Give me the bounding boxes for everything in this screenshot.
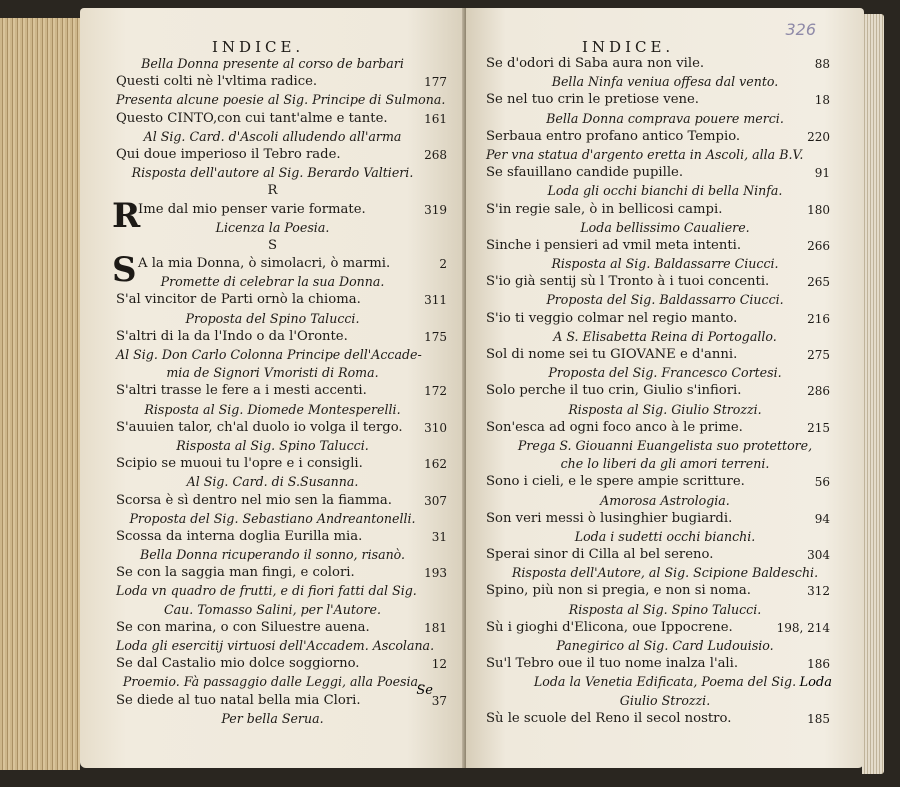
index-subheading [466, 182, 864, 200]
entry-text: Risposta al Sig. Spino Talucci. [176, 437, 369, 453]
page-ref: 198, 214 [776, 620, 830, 635]
index-subheading [80, 637, 465, 655]
entry-text: Risposta al Sig. Spino Talucci. [568, 601, 762, 617]
entry-text: S'in regie sale, ò in bellicosi campi. [486, 201, 723, 217]
page-header: INDICE. [582, 38, 675, 56]
page-ref: 319 [424, 202, 447, 217]
entry-text: Presenta alcune poesie al Sig. Principe di Sulmona. [116, 92, 446, 108]
index-entry [466, 419, 864, 437]
index-subheading [80, 310, 465, 328]
page-ref: 91 [814, 166, 830, 181]
entry-text: Prega S. Giouanni Euangelista suo protettore, [517, 437, 813, 453]
index-subheading [80, 346, 465, 364]
page-ref: 31 [431, 529, 447, 544]
index-subheading [80, 128, 465, 146]
entry-text: A S. Elisabetta Reina di Portogallo. [553, 328, 777, 344]
index-subheading [80, 91, 465, 109]
entry-text: Son'esca ad ogni foco anco à le prime. [486, 419, 743, 435]
index-entry [466, 164, 864, 182]
entry-text: Cau. Tomasso Salini, per l'Autore. [164, 601, 381, 617]
index-subheading [466, 564, 864, 582]
index-subheading [466, 364, 864, 382]
index-subheading [80, 364, 465, 382]
index-entry [466, 128, 864, 146]
page-ref: 266 [807, 238, 830, 253]
index-entry [80, 73, 465, 91]
drop-cap: S [112, 250, 137, 291]
entry-text: Risposta dell'Autore, al Sig. Scipione Baldeschi. [511, 565, 819, 581]
entry-text: Loda i sudetti occhi bianchi. [574, 528, 756, 544]
page-ref: 175 [424, 329, 447, 344]
index-subheading [466, 601, 864, 619]
entry-text: Loda gli occhi bianchi di bella Ninfa. [547, 183, 783, 199]
drop-cap: R [112, 195, 141, 236]
index-entry [80, 455, 465, 473]
entry-text: S'al vincitor de Parti ornò la chioma. [116, 292, 361, 308]
page-edges-right [862, 14, 884, 774]
index-entry [80, 419, 465, 437]
left-page [80, 8, 465, 768]
index-subheading [466, 219, 864, 237]
page-ref: 88 [814, 57, 830, 71]
entry-text: S'io già sentij sù l Tronto à i tuoi concenti. [486, 274, 770, 290]
index-entry [466, 619, 864, 637]
entry-text: Al Sig. Card. di S.Susanna. [186, 474, 359, 490]
index-entry [80, 146, 465, 164]
index-entry [80, 237, 465, 255]
index-entry [80, 655, 465, 673]
entry-text: Se con la saggia man fingi, e colori. [116, 565, 355, 581]
entry-text: Son veri messi ò lusinghier bugiardi. [486, 510, 733, 526]
index-entries [80, 55, 465, 728]
page-ref: 310 [424, 420, 447, 435]
index-subheading [466, 73, 864, 91]
index-subheading [466, 255, 864, 273]
entry-text: S'auuien talor, ch'al duolo io volga il tergo. [116, 419, 403, 435]
index-subheading [80, 273, 465, 291]
index-entry [80, 619, 465, 637]
entry-text: Spino, più non si pregia, e non si noma. [486, 583, 751, 599]
page-ref: 37 [431, 693, 447, 708]
entry-text: Questi colti nè l'vltima radice. [116, 74, 318, 90]
page-ref: 94 [814, 511, 830, 526]
entry-text: Proposta del Spino Talucci. [185, 310, 360, 326]
index-subheading [80, 673, 465, 691]
entry-text: Risposta al Sig. Diomede Montesperelli. [144, 401, 401, 417]
index-entry [80, 492, 465, 510]
entry-text: Proposta del Sig. Baldassarro Ciucci. [546, 292, 784, 308]
index-subheading [80, 437, 465, 455]
entry-text: Per vna statua d'argento eretta in Ascoli, alla B.V. [486, 146, 804, 162]
page-ref: 161 [424, 111, 447, 126]
entry-text: A la mia Donna, ò simolacri, ò marmi. [138, 256, 391, 272]
entry-text: Sol di nome sei tu GIOVANE e d'anni. [486, 347, 738, 362]
entry-text: S'altri trasse le fere a i mesti accenti. [116, 383, 367, 399]
page-ref: 177 [424, 75, 447, 90]
entry-text: Scipio se muoui tu l'opre e i consigli. [116, 456, 363, 472]
entry-text: S'io ti veggio colmar nel regio manto. [486, 310, 738, 326]
index-subheading [80, 401, 465, 419]
entry-text: S'altri di la da l'Indo o da l'Oronte. [116, 328, 348, 344]
entry-text: Giulio Strozzi. [619, 692, 711, 708]
page-header: INDICE. [212, 38, 305, 56]
index-entry [80, 528, 465, 546]
page-ref: 275 [807, 348, 830, 362]
page-ref: 18 [814, 93, 830, 108]
index-entry [466, 201, 864, 219]
page-ref: 172 [424, 384, 447, 399]
index-subheading [466, 492, 864, 510]
index-subheading [466, 291, 864, 309]
index-entry [466, 310, 864, 328]
page-ref: 286 [807, 384, 830, 399]
index-subheading [80, 219, 465, 237]
entry-text: Se nel tuo crin le pretiose vene. [486, 92, 699, 108]
page-ref: 186 [807, 657, 830, 672]
page-ref: 12 [431, 657, 447, 672]
entry-text: Se d'odori di Saba aura non vile. [486, 56, 705, 71]
index-entry [466, 91, 864, 109]
index-entry [80, 291, 465, 309]
entry-text: Scossa da interna doglia Eurilla mia. [116, 528, 363, 544]
index-entry [466, 237, 864, 255]
entry-text: Ime dal mio penser varie formate. [138, 201, 366, 217]
page-ref: 2 [439, 257, 447, 272]
entry-text: Bella Donna comprava pouere merci. [546, 110, 784, 126]
entry-text: Bella Ninfa veniua offesa dal vento. [551, 74, 779, 90]
index-subheading [466, 692, 864, 710]
index-subheading [466, 146, 864, 164]
entry-text: Bella Donna ricuperando il sonno, risanò. [139, 547, 406, 563]
index-subheading [80, 510, 465, 528]
index-entry [466, 710, 864, 728]
entry-text: Amorosa Astrologia. [600, 492, 730, 508]
index-subheading [80, 546, 465, 564]
entry-text: Loda vn quadro de frutti, e di fiori fatti dal Sig. [116, 583, 417, 599]
entry-text: Proemio. Fà passaggio dalle Leggi, alla Poesia. [122, 674, 423, 690]
index-subheading [80, 164, 465, 182]
page-ref: 180 [807, 202, 830, 217]
page-ref: 185 [807, 711, 830, 726]
entry-text: S [267, 237, 278, 253]
entry-text: Loda gli esercitij virtuosi dell'Accadem. Ascolana. [116, 638, 435, 653]
index-entry [80, 382, 465, 400]
index-subheading [80, 55, 465, 73]
page-ref: 311 [424, 293, 447, 308]
page-ref: 220 [807, 129, 830, 144]
entry-text: Risposta dell'autore al Sig. Berardo Valtieri. [131, 165, 414, 181]
index-entry [80, 564, 465, 582]
entry-text: Proposta del Sig. Sebastiano Andreantonelli. [129, 510, 416, 526]
entry-text: Risposta al Sig. Giulio Strozzi. [568, 401, 762, 417]
entry-text: Promette di celebrar la sua Donna. [160, 274, 385, 290]
index-subheading [466, 455, 864, 473]
index-entry [80, 110, 465, 128]
index-entry [80, 692, 465, 710]
entry-text: Risposta al Sig. Baldassarre Ciucci. [551, 256, 779, 272]
index-subheading [80, 710, 465, 728]
page-ref: 216 [807, 311, 830, 326]
entry-text: Sperai sinor di Cilla al bel sereno. [486, 547, 714, 563]
entry-text: Al Sig. Card. d'Ascoli alludendo all'arma [143, 128, 402, 144]
entry-text: Sù le scuole del Reno il secol nostro. [486, 710, 732, 726]
entry-text: mia de Signori Vmoristi di Roma. [166, 365, 379, 381]
entry-text: Se diede al tuo natal bella mia Clori. [116, 692, 361, 708]
entry-text: Se dal Castalio mio dolce soggiorno. [116, 656, 360, 672]
index-entry [466, 346, 864, 364]
page-ref: 181 [424, 620, 447, 635]
entry-text: Al Sig. Don Carlo Colonna Principe dell'Accade- [116, 347, 422, 362]
page-ref: 268 [424, 147, 447, 162]
page-edges-left [0, 18, 80, 770]
entry-text: Serbaua entro profano antico Tempio. [486, 128, 741, 144]
page-ref: 307 [424, 493, 447, 508]
page-ref: 304 [807, 548, 830, 563]
index-subheading [80, 473, 465, 491]
entry-text: Sù i gioghi d'Elicona, oue Ippocrene. [486, 619, 733, 635]
index-entry [466, 546, 864, 564]
entry-text: Scorsa è sì dentro nel mio sen la fiamma. [116, 492, 392, 508]
entry-text: Questo CINTO,con cui tant'alme e tante. [116, 110, 388, 126]
index-subheading [80, 582, 465, 600]
entry-text: Solo perche il tuo crin, Giulio s'infiori. [486, 383, 742, 399]
right-page [466, 8, 864, 768]
entry-text: che lo liberi da gli amori terreni. [560, 456, 770, 472]
index-subheading [466, 637, 864, 655]
index-subheading [466, 328, 864, 346]
index-subheading [466, 528, 864, 546]
entry-text: Loda la Venetia Edificata, Poema del Sig. [533, 674, 797, 690]
index-entry [80, 328, 465, 346]
page-ref: 312 [807, 584, 830, 599]
entry-text: Proposta del Sig. Francesco Cortesi. [548, 365, 782, 381]
index-subheading [466, 401, 864, 419]
entry-text: Bella Donna presente al corso de barbari [141, 56, 404, 71]
page-ref: 215 [807, 420, 830, 435]
entry-text: Panegirico al Sig. Card Ludouisio. [556, 638, 774, 653]
index-subheading [80, 601, 465, 619]
page-ref: 56 [814, 475, 830, 490]
index-entries [466, 55, 864, 728]
index-entry [466, 655, 864, 673]
index-entry [466, 582, 864, 600]
page-ref: 162 [424, 457, 447, 472]
page-ref: 265 [807, 275, 830, 290]
entry-text: Su'l Tebro oue il tuo nome inalza l'ali. [486, 656, 739, 672]
entry-text: Se con marina, o con Siluestre auena. [116, 619, 370, 635]
page-number-mark: 326 [785, 20, 816, 39]
index-entry [466, 273, 864, 291]
entry-text: Loda bellissimo Caualiere. [580, 219, 750, 235]
entry-text: R [267, 183, 278, 199]
entry-text: Qui doue imperioso il Tebro rade. [116, 146, 341, 162]
index-entry [466, 510, 864, 528]
entry-text: Sinche i pensieri ad vmil meta intenti. [486, 237, 742, 253]
catchword: Se [416, 683, 433, 698]
index-subheading [466, 110, 864, 128]
index-entry [466, 55, 864, 73]
entry-text: Per bella Serua. [221, 710, 324, 726]
entry-text: Sono i cieli, e le spere ampie scritture. [486, 474, 745, 490]
page-ref: 193 [424, 566, 447, 581]
index-entry [466, 382, 864, 400]
entry-text: Licenza la Poesia. [215, 219, 330, 235]
index-entry [466, 473, 864, 491]
entry-text: Se sfauillano candide pupille. [486, 165, 684, 181]
index-subheading [466, 437, 864, 455]
catchword: Loda [799, 675, 832, 690]
